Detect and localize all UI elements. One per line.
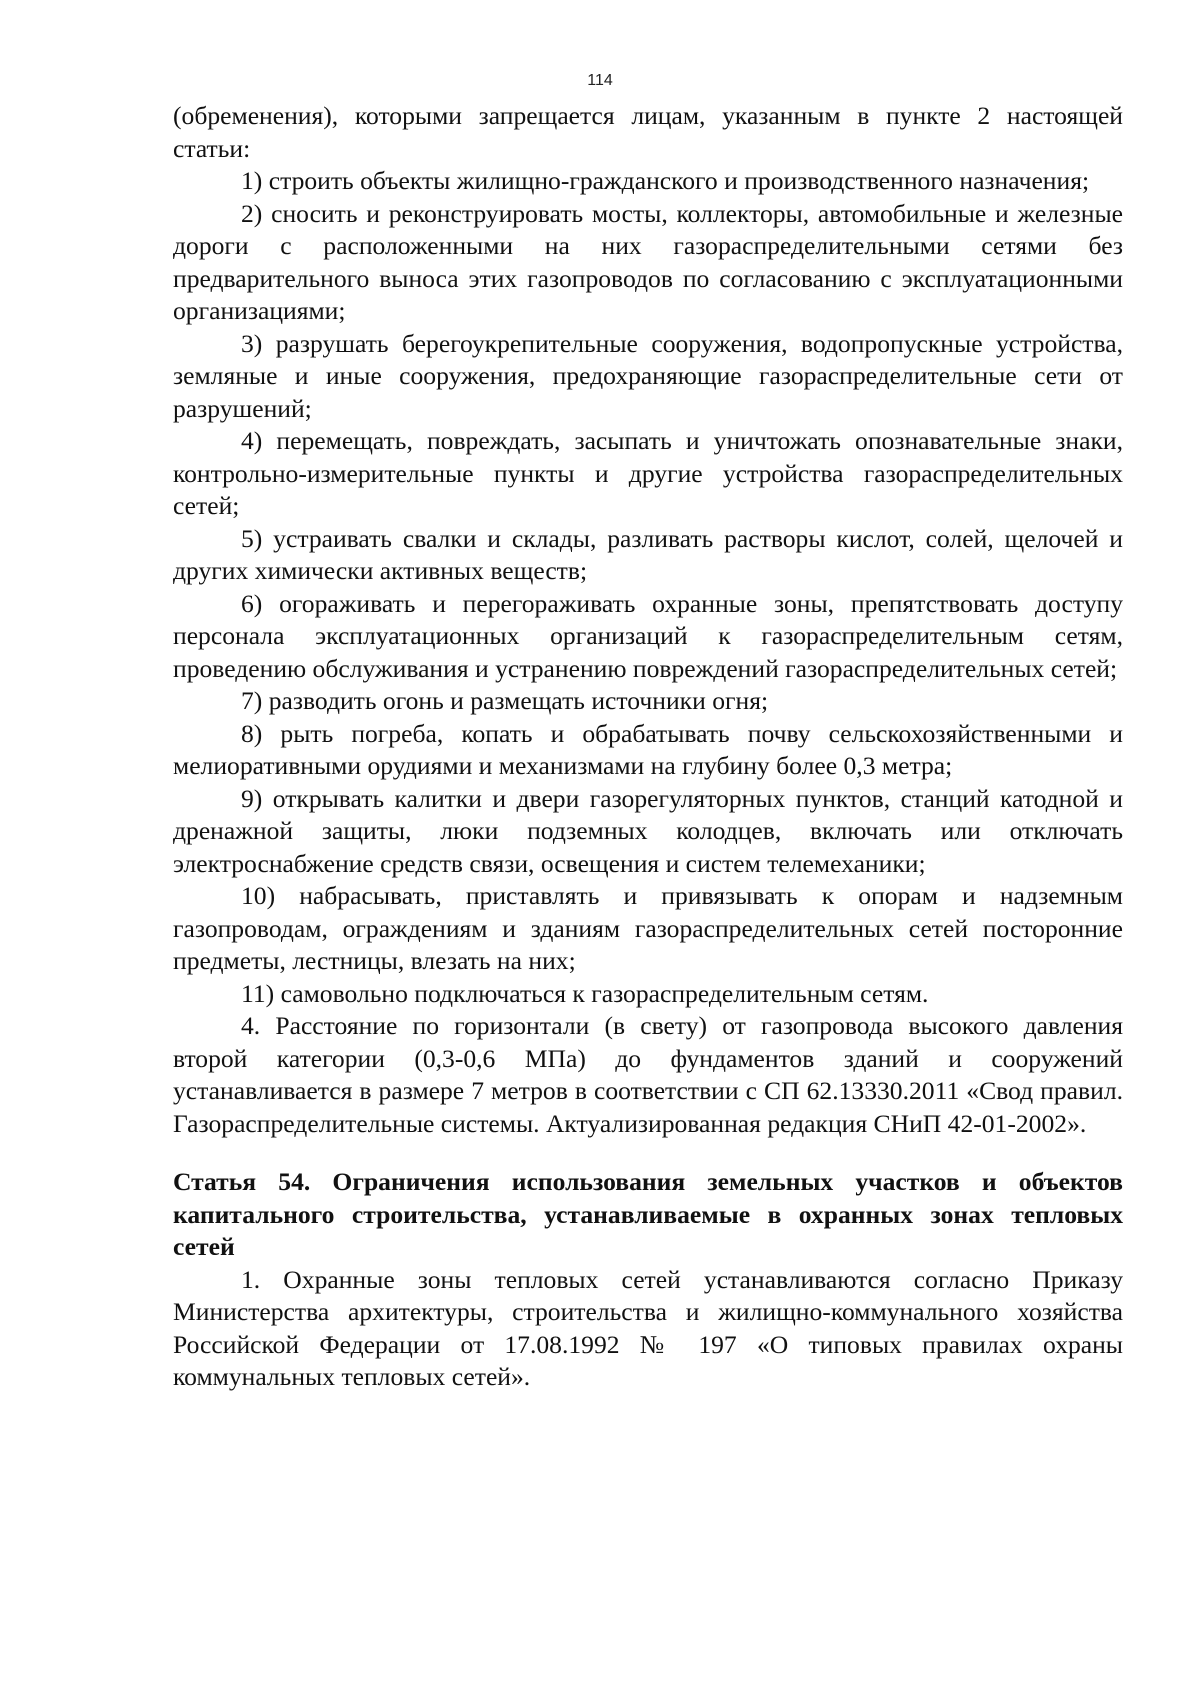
clause-1: 1. Охранные зоны тепловых сетей устанавливаются согласно Приказу Министерства архитектуры, строительства и жилищно-коммунального хозяйства Российской Федерации от 17.08.1992 № 197 «О типовых правилах охраны коммунальных тепловых сетей». — [173, 1264, 1123, 1391]
clause-4: 4. Расстояние по горизонтали (в свету) от газопровода высокого давления второй категории (0,3-0,6 МПа) до фундаментов зданий и сооружений устанавливается в размере 7 метров в соответствии с СП 62.13330.2011 «Свод правил. Газораспределительные системы. Актуализированная редакция СНиП 42-01-2002». — [173, 1011, 1123, 1138]
article-heading: Статья 54. Ограничения использования земельных участков и объектов капитального строительства, устанавливаемые в охранных зонах тепловых сетей — [173, 1167, 1123, 1261]
list-item-6: 6) огораживать и перегораживать охранные зоны, препятствовать доступу персонала эксплуатационных организаций к газораспределительным сетям, проведению обслуживания и устранению повреждений газораспределительных сетей; — [173, 588, 1123, 683]
list-item-4: 4) перемещать, повреждать, засыпать и уничтожать опознавательные знаки, контрольно-измерительные пункты и другие устройства газораспределительных сетей; — [173, 426, 1123, 520]
list-item-2: 2) сносить и реконструировать мосты, коллекторы, автомобильные и железные дороги с расположенными на них газораспределительными сетями без предварительного выноса этих газопроводов по согласованию с эксплуатационными организациями; — [173, 198, 1123, 325]
list-item-1: 1) строить объекты жилищно-гражданского и производственного назначения; — [241, 166, 1090, 195]
document-body — [173, 100, 1123, 1394]
list-item-11: 11) самовольно подключаться к газораспределительным сетям. — [241, 978, 929, 1008]
list-item-5: 5) устраивать свалки и склады, разливать растворы кислот, солей, щелочей и других химически активных веществ; — [173, 523, 1123, 585]
page-number: 114 — [587, 72, 613, 89]
list-item-9: 9) открывать калитки и двери газорегуляторных пунктов, станций катодной и дренажной защиты, люки подземных колодцев, включать или отключать электроснабжение средств связи, освещения и систем телемеханики; — [173, 783, 1123, 878]
list-item-8: 8) рыть погреба, копать и обрабатывать почву сельскохозяйственными и мелиоративными орудиями и механизмами на глубину более 0,3 метра; — [173, 718, 1123, 780]
paragraph-continuation: (обременения), которыми запрещается лицам, указанным в пункте 2 настоящей статьи: — [173, 101, 1123, 163]
list-item-10: 10) набрасывать, приставлять и привязывать к опорам и надземным газопроводам, ограждениям и зданиям газораспределительных сетей посторонние предметы, лестницы, влезать на них; — [173, 881, 1123, 975]
list-item-3: 3) разрушать берегоукрепительные сооружения, водопропускные устройства, земляные и иные сооружения, предохраняющие газораспределительные сети от разрушений; — [173, 328, 1123, 423]
list-item-7: 7) разводить огонь и размещать источники огня; — [241, 686, 769, 715]
